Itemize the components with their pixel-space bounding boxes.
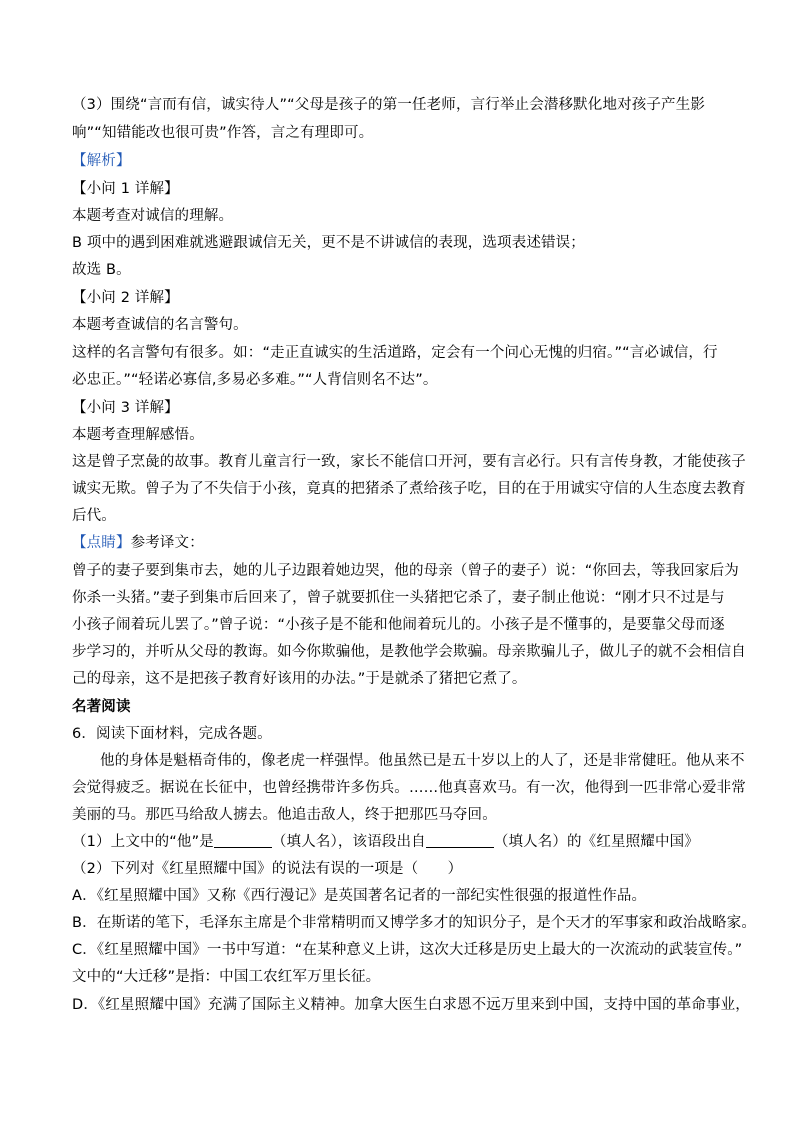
option-c-line-1: C．《红星照耀中国》一书中写道：“在某种意义上讲，这次大迁移是历史上最大的一次流动的武装宣传。” [72, 942, 743, 958]
answer-line-2: 响”“知错能改也很可贵”作答，言之有理即可。 [72, 125, 374, 141]
sub-question-2: （2）下列对《红星照耀中国》的说法有误的一项是（ ） [72, 861, 463, 877]
option-b: B．在斯诺的笔下，毛泽东主席是个非常精明而又博学多才的知识分子，是个天才的军事家和政治战略家。 [72, 915, 756, 931]
sub-question-1 [72, 832, 732, 852]
translation-line-5: 己的母亲，这不是把孩子教育好该用的办法。”于是就杀了猪把它煮了。 [72, 671, 527, 687]
q3-text-b: 这是曾子烹彘的故事。教育儿童言行一致，家长不能信口开河，要有言必行。只有言传身教，才能使孩子 [72, 454, 746, 470]
translation-line-4: 步学习的，并听从父母的教诲。如今你欺骗他，是教他学会欺骗。母亲欺骗儿子，做儿子的就不会相信自 [72, 644, 746, 660]
section-title: 名著阅读 [72, 699, 131, 715]
tip-line [72, 533, 732, 553]
option-a: A．《红星照耀中国》又称《西行漫记》是英国著名记者的一部纪实性很强的报道性作品。 [72, 888, 647, 904]
q1-detail-label: 【小问 1 详解】 [72, 181, 179, 197]
sub-question-1-part-a: （1）上文中的“他”是 [72, 834, 214, 850]
passage-line-2: 会觉得疲乏。据说在长征中，也曾经携带许多伤兵。……他真喜欢马。有一次，他得到一匹非常心爱非常 [72, 780, 746, 796]
q3-detail-label: 【小问 3 详解】 [72, 400, 179, 416]
tip-label: 【点睛】 [72, 535, 131, 551]
q3-text-c: 诚实无欺。曾子为了不失信于小孩，竟真的把猪杀了煮给孩子吃，目的在于用诚实守信的人生态度去教育 [72, 481, 746, 497]
translation-line-3: 小孩子闹着玩儿罢了。”曾子说：“小孩子是不能和他闹着玩儿的。小孩子是不懂事的，是要靠父母而逐 [72, 617, 725, 633]
question-6-title: 6．阅读下面材料，完成各题。 [72, 726, 272, 742]
answer-line-1: （3）围绕“言而有信，诚实待人”“父母是孩子的第一任老师，言行举止会潜移默化地对孩子产生影 [72, 97, 706, 113]
sub-question-1-part-b: （填人名），该语段出自 [271, 834, 426, 850]
answer-blank-2[interactable] [426, 833, 494, 848]
analysis-label: 【解析】 [72, 153, 131, 169]
q1-text-b: B 项中的遇到困难就逃避跟诚信无关，更不是不讲诚信的表现，选项表述错误； [72, 235, 585, 251]
q2-detail-label: 【小问 2 详解】 [72, 290, 179, 306]
q2-text-c: 必忠正。”“轻诺必寡信,多易必多难。”“人背信则名不达”。 [72, 372, 438, 388]
sub-question-1-part-c: （填人名）的《红星照耀中国》 [493, 834, 699, 850]
q2-text-b: 这样的名言警句有很多。如：“走正直诚实的生活道路，定会有一个问心无愧的归宿。”“言必诚信，行 [72, 345, 718, 361]
q3-text-a: 本题考查理解感悟。 [72, 427, 204, 443]
q1-text-a: 本题考查对诚信的理解。 [72, 208, 234, 224]
passage-line-3: 美丽的马。那匹马给敌人掳去。他追击敌人，终于把那匹马夺回。 [72, 807, 497, 823]
passage-line-1: 他的身体是魁梧奇伟的，像老虎一样强悍。他虽然已是五十岁以上的人了，还是非常健旺。他从来不 [100, 753, 745, 769]
q3-text-d: 后代。 [72, 508, 116, 524]
answer-blank-1[interactable] [214, 833, 272, 848]
q2-text-a: 本题考查诚信的名言警句。 [72, 317, 248, 333]
tip-text: 参考译文： [130, 535, 204, 551]
q1-text-c: 故选 B。 [72, 262, 131, 278]
option-d: D．《红星照耀中国》充满了国际主义精神。加拿大医生白求恩不远万里来到中国，支持中国的革命事业， [72, 997, 750, 1013]
option-c-line-2: 文中的“大迁移”是指：中国工农红军万里长征。 [72, 969, 381, 985]
translation-line-2: 你杀一头猪。”妻子到集市后回来了，曾子就要抓住一头猪把它杀了，妻子制止他说：“刚才只不过是与 [72, 590, 725, 606]
translation-line-1: 曾子的妻子要到集市去，她的儿子边跟着她边哭，他的母亲（曾子的妻子）说：“你回去，等我回家后为 [72, 563, 739, 579]
